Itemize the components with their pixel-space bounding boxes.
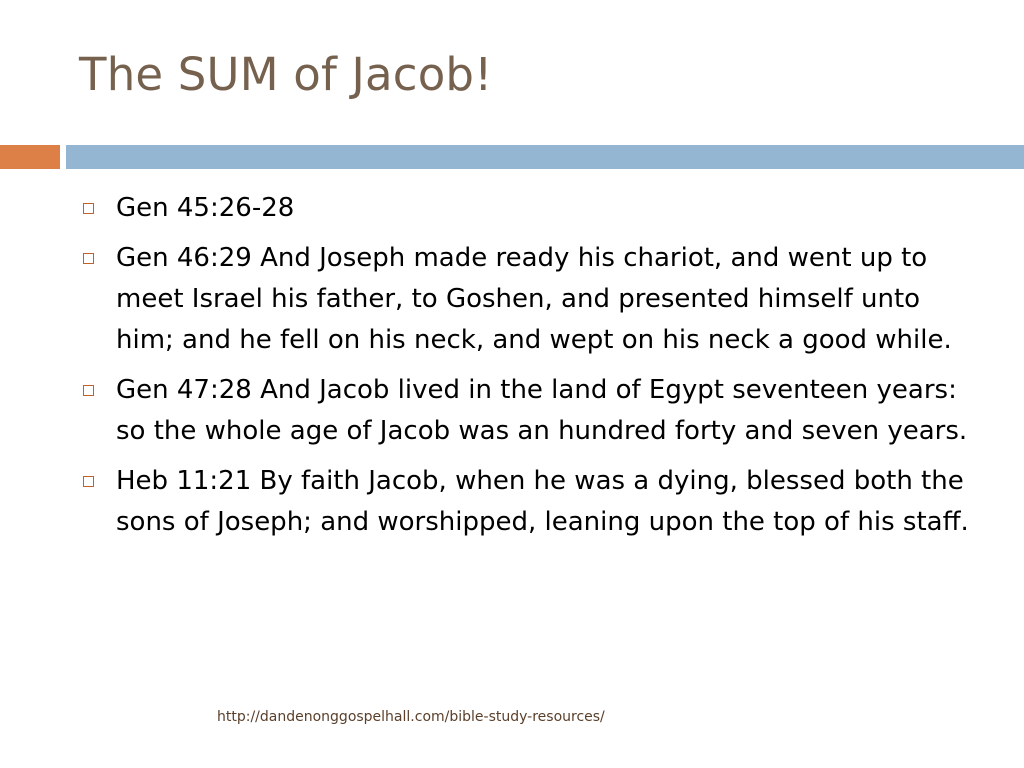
- accent-bar-orange: [0, 145, 60, 169]
- bullet-item: [78, 461, 978, 543]
- square-bullet-icon: [83, 203, 94, 214]
- bullet-text: Heb 11:21 By faith Jacob, when he was a dying, blessed both the sons of Joseph; and worshipped, leaning upon the top of his staff.: [116, 466, 969, 537]
- square-bullet-icon: [83, 476, 94, 487]
- accent-bar-blue: [66, 145, 1024, 169]
- bullet-item: [78, 370, 978, 452]
- slide-title: The SUM of Jacob!: [79, 48, 493, 101]
- square-bullet-icon: [83, 385, 94, 396]
- bullet-list: [78, 188, 978, 552]
- footer-url-link[interactable]: http://dandenonggospelhall.com/bible-study-resources/: [217, 709, 605, 725]
- bullet-text: Gen 47:28 And Jacob lived in the land of Egypt seventeen years: so the whole age of Jacob was an hundred forty and seven years.: [116, 375, 968, 446]
- bullet-text: Gen 45:26-28: [116, 193, 295, 223]
- square-bullet-icon: [83, 253, 94, 264]
- bullet-item: [78, 188, 978, 229]
- bullet-item: [78, 238, 978, 361]
- bullet-text: Gen 46:29 And Joseph made ready his chariot, and went up to meet Israel his father, to Goshen, and presented himself unto him; and he fell on his neck, and wept on his neck a good while.: [116, 243, 952, 355]
